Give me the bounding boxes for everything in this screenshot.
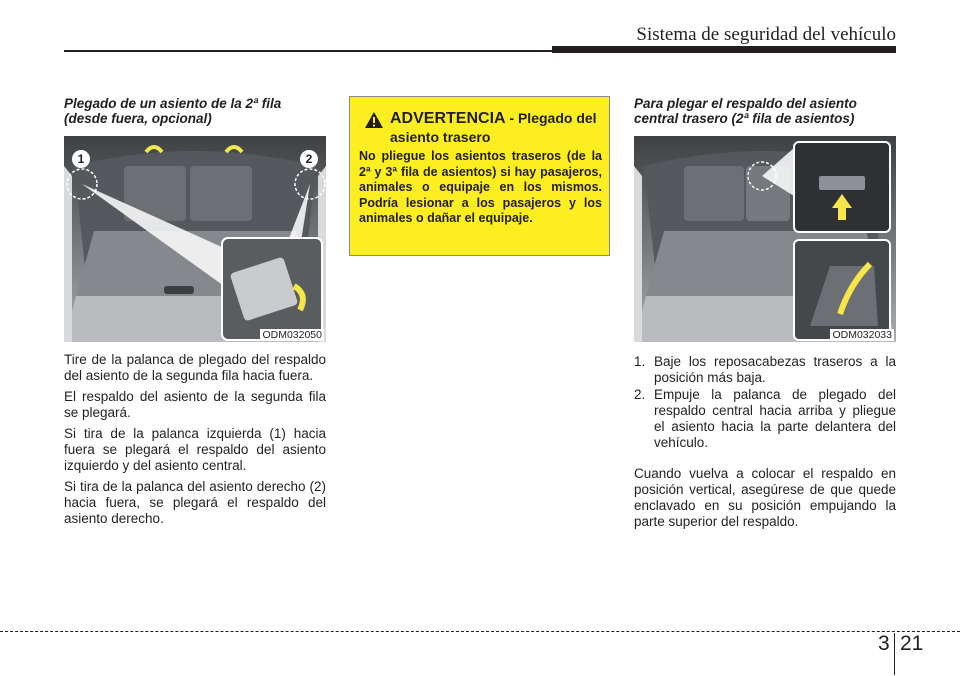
- warning-triangle-icon: [364, 111, 384, 129]
- figure-seat-fold-outside: [64, 136, 326, 342]
- paragraph: Si tira de la palanca izquierda (1) hacia fuera se plegará el respaldo del asiento izquierdo y del asiento central.: [64, 426, 326, 473]
- header-section-title: Sistema de seguridad del vehículo: [636, 24, 896, 45]
- callout-2: 2: [300, 150, 318, 168]
- warning-heading: [390, 109, 600, 147]
- paragraph: Si tira de la palanca del asiento derecho (2) hacia fuera, se plegará el respaldo del asiento derecho.: [64, 479, 326, 526]
- paragraph: Cuando vuelva a colocar el respaldo en posición vertical, asegúrese de que quede enclavado en su posición empujando la parte superior del respaldo.: [634, 466, 896, 529]
- page-number-separator: [894, 633, 895, 675]
- warning-box: [349, 96, 610, 256]
- list-item: 2. Empuje la palanca de plegado del respaldo central hacia arriba y pliegue el asiento hacia la parte delantera del vehículo.: [634, 387, 896, 450]
- figure-center-seat-fold: [634, 136, 896, 342]
- page-number: 21: [900, 632, 924, 655]
- list-item: 1. Baje los reposacabezas traseros a la posición más baja.: [634, 354, 896, 385]
- paragraph: El respaldo del asiento de la segunda fila se plegará.: [64, 389, 326, 420]
- left-heading: Plegado de un asiento de la 2ª fila (desde fuera, opcional): [64, 96, 282, 126]
- steps-list: [634, 354, 896, 451]
- figure-caption: ODM032033: [832, 329, 892, 341]
- warning-body: No pliegue los asientos traseros (de la 2ª y 3ª fila de asientos) si hay pasajeros, animales o equipaje en los mismos. Podría lesionar a los pasajeros y los animales o dañar el equipaje.: [359, 149, 602, 225]
- right-heading: Para plegar el respaldo del asiento central trasero (2ª fila de asientos): [634, 96, 857, 126]
- left-column: [64, 96, 326, 532]
- warning-title: ADVERTENCIA: [390, 110, 505, 127]
- right-column: [634, 96, 896, 535]
- footer-rule: [0, 631, 960, 632]
- callout-1: 1: [72, 150, 90, 168]
- header-bar: [552, 46, 896, 53]
- paragraph: Tire de la palanca de plegado del respaldo del asiento de la segunda fila hacia fuera.: [64, 352, 326, 383]
- header-rule: [64, 50, 554, 52]
- chapter-number: 3: [878, 632, 890, 655]
- warning-subtitle: - Plegado del asiento trasero: [390, 110, 597, 145]
- figure-caption: ODM032050: [262, 329, 322, 341]
- center-seat-photo: [634, 136, 896, 342]
- cargo-area-photo: [64, 136, 326, 342]
